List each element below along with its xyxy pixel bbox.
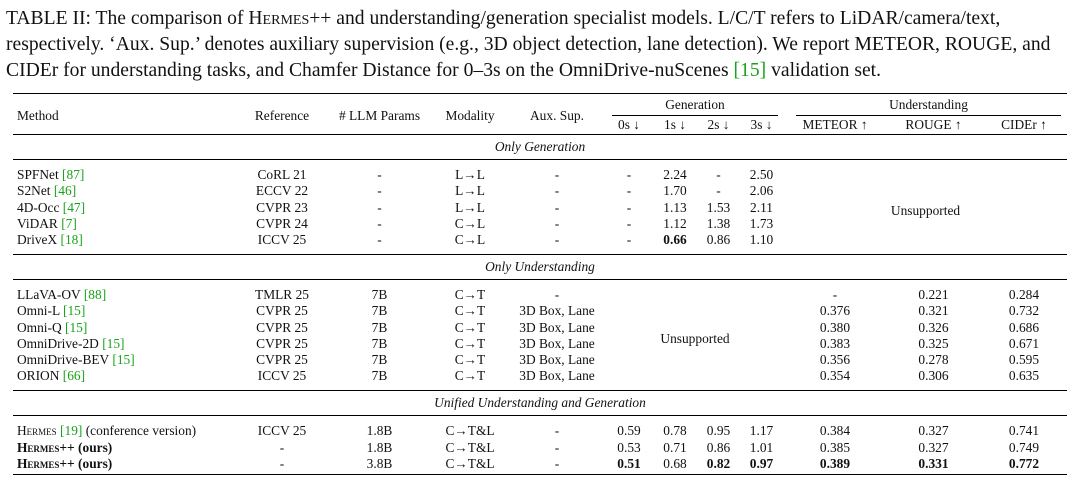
method-cell xyxy=(13,456,237,475)
method-cell xyxy=(13,440,237,456)
reference-cell: ICCV 25 xyxy=(257,423,307,439)
params-cell: 7B xyxy=(371,319,388,335)
meteor-cell: 0.354 xyxy=(819,368,851,384)
table-row xyxy=(13,456,1067,475)
meteor-cell-best: 0.389 xyxy=(784,456,886,475)
method-name: OmniDrive-2D xyxy=(17,335,99,351)
method-name: DriveX xyxy=(17,232,58,248)
meteor-cell: 0.376 xyxy=(819,303,851,319)
citation-link[interactable]: [47] xyxy=(62,199,86,215)
rouge-cell: 0.325 xyxy=(918,335,949,351)
modality-cell: C→T xyxy=(454,335,486,351)
params-cell: 7B xyxy=(371,368,388,384)
gen-0s-cell: - xyxy=(626,232,632,248)
reference-cell: CVPR 25 xyxy=(256,352,308,368)
aux-cell: 3D Box, Lane xyxy=(519,303,595,319)
reference-cell: ECCV 22 xyxy=(255,183,309,199)
aux-cell: - xyxy=(554,199,560,215)
method-name: ViDAR xyxy=(17,215,58,231)
gen-2s-cell: 1.53 xyxy=(706,199,731,215)
header-gen-1s: 1s ↓ xyxy=(652,116,698,135)
section-row-gen-only xyxy=(13,135,1067,160)
method-suffix: (conference version) xyxy=(85,423,197,439)
params-cell: 1.8B xyxy=(366,439,393,455)
gen-2s-cell: 0.95 xyxy=(706,423,731,439)
gen-2s-cell-best: 0.82 xyxy=(698,456,739,475)
caption-text-pre: The comparison of xyxy=(95,8,244,29)
caption-citation-link[interactable]: [15] xyxy=(733,60,767,81)
gen-0s-cell: 0.53 xyxy=(617,439,641,455)
meteor-cell: 0.383 xyxy=(819,335,851,351)
header-method: Method xyxy=(13,94,237,135)
gen-2s-cell: 0.86 xyxy=(706,439,731,455)
header-modality: Modality xyxy=(432,94,508,135)
gen-1s-cell: 1.12 xyxy=(663,215,687,231)
citation-link[interactable]: [46] xyxy=(53,183,77,199)
citation-link[interactable]: [19] xyxy=(60,423,83,439)
meteor-cell: 0.385 xyxy=(819,439,851,455)
aux-cell: - xyxy=(554,167,560,183)
header-generation xyxy=(606,94,784,117)
gen-0s-cell-best: 0.51 xyxy=(606,456,652,475)
caption-text-main: and understanding/generation specialist models. L/C/T refers to LiDAR/camera/text, respectively. ‘Aux. Sup.’ denotes auxiliary supervision (e.g., 3D object detection, lane detection). We report METEOR, ROUGE, and CIDEr for understanding tasks, and Chamfer Distance for 0–3s on the OmniDrive-nuScenes xyxy=(6,8,1051,81)
header-understanding xyxy=(784,94,1067,117)
method-name: Hermes++ xyxy=(17,439,75,455)
aux-cell: - xyxy=(508,456,606,475)
section-label: Only Generation xyxy=(13,135,1067,160)
cider-cell: 0.595 xyxy=(1008,352,1040,368)
gen-2s-cell: - xyxy=(716,167,721,183)
method-name: Omni-Q xyxy=(17,319,62,335)
method-cell xyxy=(13,287,237,303)
modality-cell: L→L xyxy=(455,167,485,183)
method-name: S2Net xyxy=(17,183,51,199)
method-suffix: (ours) xyxy=(78,439,113,455)
citation-link[interactable]: [18] xyxy=(60,232,83,248)
cider-cell-best: 0.772 xyxy=(981,456,1067,475)
method-name: SPFNet xyxy=(17,167,59,183)
table-row xyxy=(13,167,1067,183)
table-row xyxy=(13,352,1067,368)
header-understanding-label: Understanding xyxy=(796,97,1061,116)
method-cell xyxy=(13,200,237,216)
gen-3s-cell: 1.01 xyxy=(749,439,774,455)
citation-link[interactable]: [15] xyxy=(112,352,135,368)
aux-cell: - xyxy=(554,183,560,199)
method-name: Hermes++ xyxy=(17,455,75,471)
aux-cell: - xyxy=(554,287,560,303)
caption-label: TABLE II: xyxy=(6,8,91,29)
gen-0s-cell: - xyxy=(626,199,632,215)
gen-2s-cell: - xyxy=(716,183,721,199)
params-cell: 7B xyxy=(371,303,388,319)
meteor-cell: 0.380 xyxy=(819,319,851,335)
params-cell: - xyxy=(377,215,382,231)
table-row xyxy=(13,423,1067,439)
params-cell: - xyxy=(377,199,382,215)
table-row xyxy=(13,320,1067,336)
aux-cell: - xyxy=(554,423,560,439)
method-cell xyxy=(13,303,237,319)
rouge-cell: 0.278 xyxy=(918,352,949,368)
method-cell xyxy=(13,423,237,439)
method-cell xyxy=(13,336,237,352)
reference-cell: CoRL 21 xyxy=(257,167,307,183)
reference-cell: ICCV 25 xyxy=(257,368,307,384)
aux-cell: - xyxy=(554,439,560,455)
table-caption xyxy=(6,6,1076,84)
method-name: OmniDrive-BEV xyxy=(17,352,109,368)
reference-cell: CVPR 25 xyxy=(256,319,308,335)
params-cell: 1.8B xyxy=(366,423,393,439)
gen-1s-cell: 1.70 xyxy=(663,183,687,199)
method-cell xyxy=(13,232,237,255)
header-meteor: METEOR ↑ xyxy=(784,116,886,135)
rouge-cell: 0.327 xyxy=(918,423,949,439)
reference-cell: CVPR 23 xyxy=(256,199,308,215)
modality-cell: C→T&L xyxy=(432,456,508,475)
params-cell: 7B xyxy=(371,335,388,351)
params-cell: - xyxy=(377,167,382,183)
gen-3s-cell: 2.50 xyxy=(749,167,774,183)
method-cell xyxy=(13,368,237,391)
gen-0s-cell: - xyxy=(626,167,632,183)
citation-link[interactable]: [88] xyxy=(83,287,107,303)
aux-cell: 3D Box, Lane xyxy=(519,335,595,351)
rouge-cell-best: 0.331 xyxy=(886,456,981,475)
gen-3s-cell: 1.17 xyxy=(749,423,774,439)
reference-cell: CVPR 25 xyxy=(256,303,308,319)
citation-link[interactable]: [66] xyxy=(62,368,86,384)
params-cell: - xyxy=(377,232,382,248)
section-label: Unified Understanding and Generation xyxy=(13,391,1067,416)
gen-0s-cell: - xyxy=(626,215,632,231)
cider-cell: 0.749 xyxy=(1008,439,1040,455)
reference-cell: TMLR 25 xyxy=(255,287,309,303)
gen-3s-cell: 2.06 xyxy=(749,183,774,199)
reference-cell: - xyxy=(237,456,327,475)
generation-unsupported: Unsupported xyxy=(660,330,730,346)
gen-1s-cell: 2.24 xyxy=(663,167,687,183)
header-gen-3s: 3s ↓ xyxy=(739,116,784,135)
modality-cell: L→L xyxy=(455,199,485,215)
meteor-cell: 0.384 xyxy=(819,423,851,439)
citation-link[interactable]: [7] xyxy=(61,215,77,231)
modality-cell: C→L xyxy=(454,232,486,248)
meteor-cell: - xyxy=(832,287,838,303)
citation-link[interactable]: [15] xyxy=(65,319,88,335)
modality-cell: L→L xyxy=(455,183,485,199)
header-rouge: ROUGE ↑ xyxy=(886,116,981,135)
section-label: Only Understanding xyxy=(13,255,1067,280)
method-name: 4D-Occ xyxy=(17,199,60,215)
modality-cell: C→T xyxy=(454,287,486,303)
gen-3s-cell: 1.73 xyxy=(749,215,774,231)
header-gen-0s: 0s ↓ xyxy=(606,116,652,135)
method-suffix: (ours) xyxy=(78,455,113,471)
gen-1s-cell: 1.13 xyxy=(663,199,687,215)
gen-3s-cell: 1.10 xyxy=(749,232,774,248)
section-row-und-only xyxy=(13,255,1067,280)
gen-1s-cell: 0.78 xyxy=(663,423,687,439)
gen-3s-cell: 2.11 xyxy=(750,199,773,215)
cider-cell: 0.635 xyxy=(1008,368,1040,384)
comparison-table xyxy=(13,93,1067,475)
method-cell xyxy=(13,216,237,232)
modality-cell: C→T&L xyxy=(445,423,495,439)
modality-cell: C→T xyxy=(454,303,486,319)
gen-3s-cell-best: 0.97 xyxy=(739,456,784,475)
rouge-cell: 0.321 xyxy=(918,303,949,319)
method-name: Hermes xyxy=(17,423,57,439)
gen-2s-cell: 0.86 xyxy=(706,232,731,248)
header-cider: CIDEr ↑ xyxy=(981,116,1067,135)
aux-cell: - xyxy=(554,215,560,231)
meteor-cell: 0.356 xyxy=(819,352,851,368)
modality-cell: C→L xyxy=(454,215,486,231)
table-row xyxy=(13,368,1067,391)
header-row-group xyxy=(13,94,1067,117)
header-generation-label: Generation xyxy=(612,97,778,116)
rouge-cell: 0.306 xyxy=(918,368,949,384)
rouge-cell: 0.326 xyxy=(918,319,949,335)
caption-model-name: Hermes++ xyxy=(248,8,332,29)
gen-2s-cell: 1.38 xyxy=(706,215,731,231)
modality-cell: C→T xyxy=(454,352,486,368)
rouge-cell: 0.221 xyxy=(918,287,949,303)
gen-0s-cell: 0.59 xyxy=(617,423,641,439)
params-cell: - xyxy=(377,183,382,199)
aux-cell: - xyxy=(554,232,560,248)
reference-cell: CVPR 24 xyxy=(256,215,308,231)
header-aux-sup: Aux. Sup. xyxy=(508,94,606,135)
header-llm-params: # LLM Params xyxy=(327,94,432,135)
caption-text-end: validation set. xyxy=(771,60,882,81)
cider-cell: 0.671 xyxy=(1008,335,1040,351)
understanding-unsupported: Unsupported xyxy=(890,202,961,218)
citation-link[interactable]: [15] xyxy=(63,303,86,319)
modality-cell: C→T xyxy=(454,368,486,384)
aux-cell: 3D Box, Lane xyxy=(519,319,595,335)
params-cell: 7B xyxy=(371,287,388,303)
gen-0s-cell: - xyxy=(626,183,632,199)
cider-cell: 0.284 xyxy=(1008,287,1040,303)
modality-cell: C→T xyxy=(454,319,486,335)
gen-1s-cell-best: 0.66 xyxy=(663,232,687,248)
citation-link[interactable]: [87] xyxy=(62,167,85,183)
params-cell: 7B xyxy=(371,352,388,368)
method-cell xyxy=(13,167,237,183)
method-cell xyxy=(13,183,237,199)
table-row xyxy=(13,303,1067,319)
gen-1s-cell: 0.68 xyxy=(652,456,698,475)
cider-cell: 0.741 xyxy=(1008,423,1040,439)
table-row xyxy=(13,287,1067,303)
method-name: ORION xyxy=(17,368,60,384)
method-cell xyxy=(13,320,237,336)
header-reference: Reference xyxy=(237,94,327,135)
method-cell xyxy=(13,352,237,368)
reference-cell: - xyxy=(279,439,285,455)
aux-cell: 3D Box, Lane xyxy=(519,352,595,368)
reference-cell: CVPR 25 xyxy=(256,335,308,351)
section-row-unified xyxy=(13,391,1067,416)
gen-1s-cell: 0.71 xyxy=(663,439,687,455)
table-row xyxy=(13,440,1067,456)
method-name: Omni-L xyxy=(17,303,60,319)
cider-cell: 0.732 xyxy=(1008,303,1040,319)
header-gen-2s: 2s ↓ xyxy=(698,116,739,135)
reference-cell: ICCV 25 xyxy=(257,232,307,248)
modality-cell: C→T&L xyxy=(445,439,495,455)
citation-link[interactable]: [15] xyxy=(102,335,125,351)
table-row xyxy=(13,336,1067,352)
params-cell: 3.8B xyxy=(327,456,432,475)
rouge-cell: 0.327 xyxy=(918,439,949,455)
cider-cell: 0.686 xyxy=(1008,319,1040,335)
aux-cell: 3D Box, Lane xyxy=(519,368,595,384)
method-name: LLaVA-OV xyxy=(17,287,81,303)
